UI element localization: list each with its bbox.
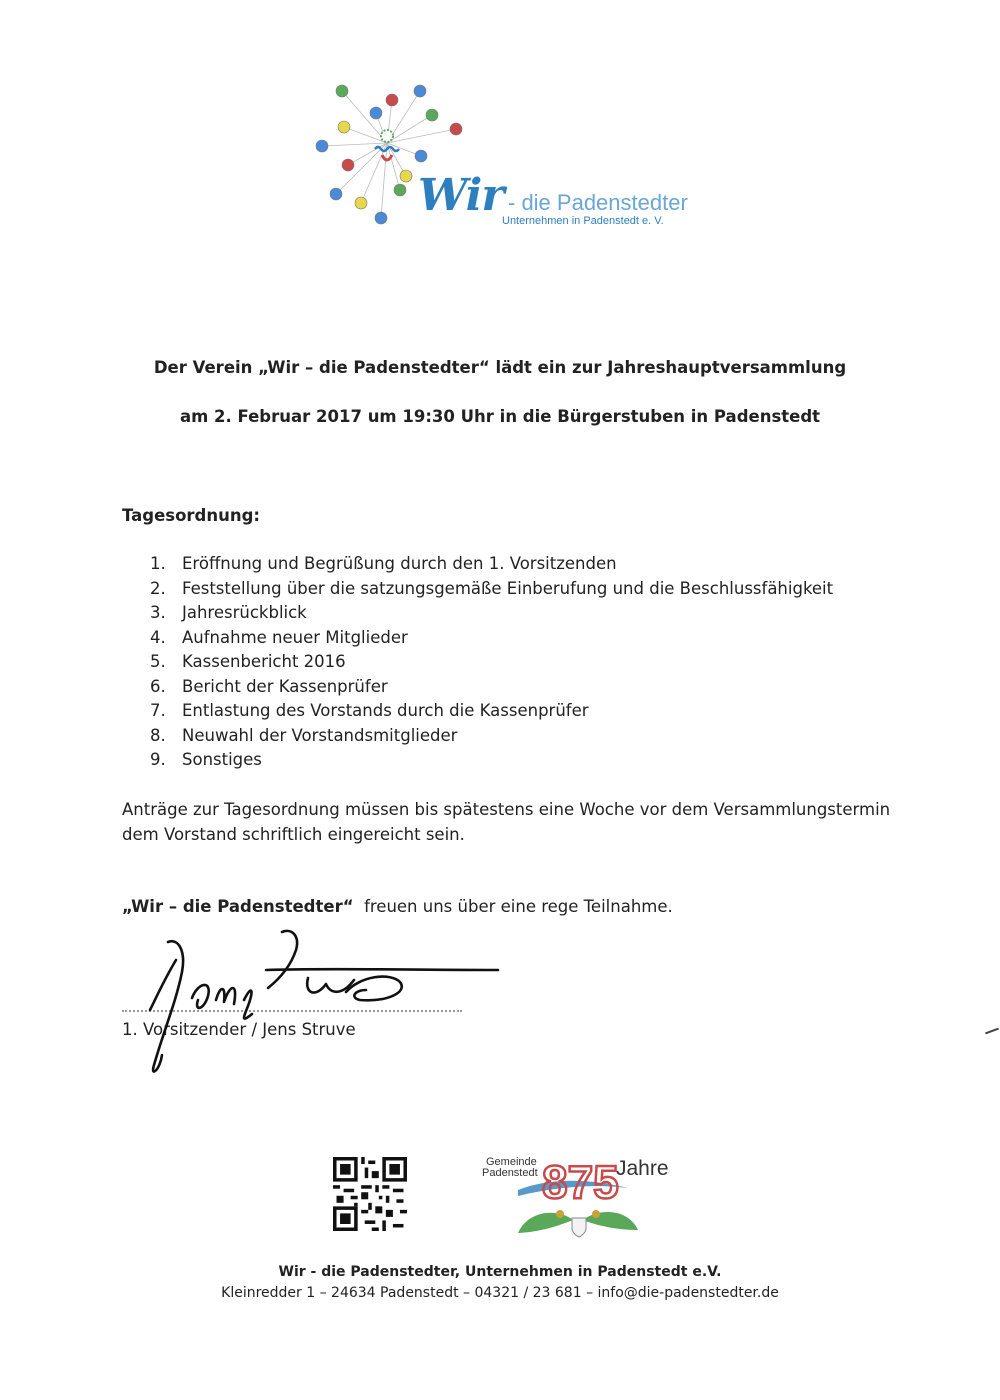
agenda-item-text: Neuwahl der Vorstandsmitglieder [182,725,458,745]
agenda-item [150,552,833,577]
agenda-item [150,724,833,749]
logo-name: - die Padenstedter [508,190,688,215]
agenda-item-text: Aufnahme neuer Mitglieder [182,627,408,647]
handwritten-signature [120,920,510,1080]
agenda-item-text: Entlastung des Vorstands durch die Kassenprüfer [182,701,589,720]
anniversary-municipality: Gemeinde [486,1156,537,1168]
invitation-date-location: am 2. Februar 2017 um 19:30 Uhr in die Bürgerstuben in Padenstedt [179,407,821,426]
agenda-item [150,650,833,675]
agenda-item-text: Eröffnung und Begrüßung durch den 1. Vorsitzenden [182,554,617,573]
agenda-item [150,675,833,700]
agenda-item-text: Bericht der Kassenprüfer [182,676,388,696]
invitation-heading: Der Verein „Wir – die Padenstedter“ lädt ein zur Jahreshauptversammlung [153,358,847,377]
agenda-item [150,699,833,724]
logo-wordmark: Wir [418,170,504,221]
footer-organization: Wir - die Padenstedter, Unternehmen in Padenstedt e.V. [278,1264,722,1280]
agenda-item [150,601,833,626]
anniversary-village: Padenstedt [482,1167,538,1179]
agenda-item-number: 9. [150,750,166,769]
logo-subtitle: Unternehmen in Padenstedt e. V. [502,215,664,227]
anniversary-logo [478,1148,678,1243]
agenda-item-number: 8. [150,725,166,745]
agenda-item-text: Kassenbericht 2016 [182,652,346,671]
motion-deadline-notice: Anträge zur Tagesordnung müssen bis spätestens eine Woche vor dem Versammlungstermin dem Vorstand schriftlich eingereicht sein. [122,800,891,844]
agenda-item-text: Feststellung über die satzungsgemäße Einberufung und die Beschlussfähigkeit [182,578,834,598]
closing-org: „Wir – die Padenstedter“ [122,897,354,916]
agenda-item-number: 7. [150,701,166,720]
agenda-item-number: 4. [150,627,166,647]
agenda-item-number: 1. [150,554,166,573]
agenda-item-text: Jahresrückblick [182,603,307,622]
agenda-list [150,552,833,773]
agenda-title: Tagesordnung: [122,506,261,525]
agenda-item-number: 5. [150,652,166,671]
agenda-item [150,577,833,602]
scan-margin-mark [985,1028,999,1035]
agenda-item-number: 3. [150,603,166,622]
footer-contact: Kleinredder 1 – 24634 Padenstedt – 04321 / 23 681 – info@die-padenstedter.de [221,1285,779,1301]
qr-code [333,1157,407,1231]
closing-line [122,897,673,916]
signer-name: 1. Vorsitzender / Jens Struve [122,1020,356,1039]
agenda-item-number: 6. [150,676,166,696]
closing-text: freuen uns über eine rege Teilnahme. [364,897,673,916]
agenda-item [150,748,833,773]
anniversary-number: 875 [542,1156,619,1208]
agenda-item-number: 2. [150,578,166,598]
agenda-item-text: Sonstiges [182,750,262,769]
agenda-item [150,626,833,651]
coat-of-arms [572,1218,586,1237]
anniversary-word: Jahre [616,1157,669,1180]
